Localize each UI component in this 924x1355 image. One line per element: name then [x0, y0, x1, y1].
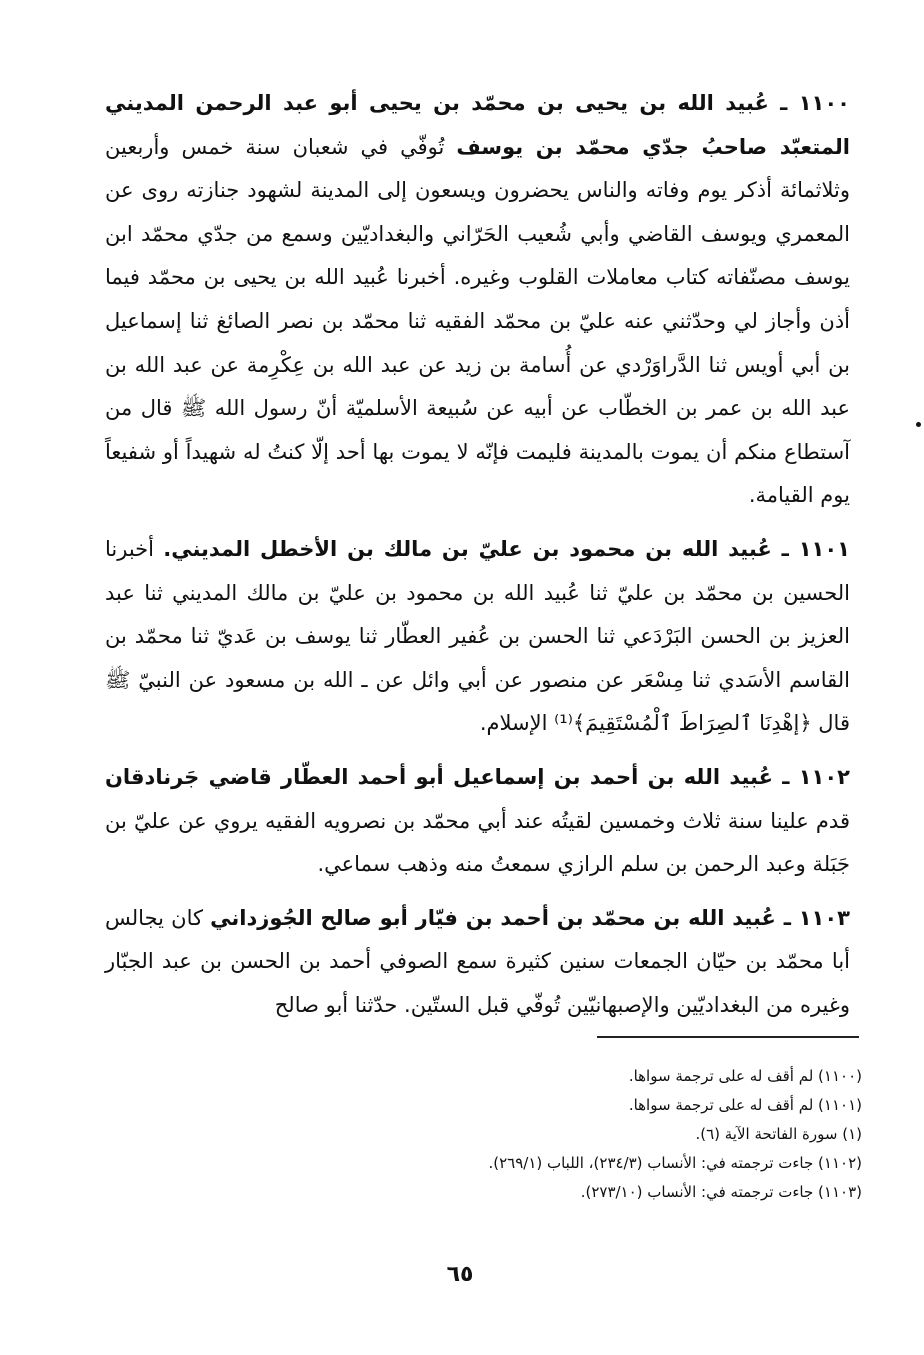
entry-text: قدم علينا سنة ثلاث وخمسين لقيتُه عند أبي محمّد بن نصرويه الفقيه يروي عن عليّ بن جَبَلة وعبد الرحمن بن سلم الرازي سمعتُ منه وذهب سماعي. [105, 808, 850, 877]
footnote: (١١٠٠) لم أقف له على ترجمة سواها. [628, 1067, 862, 1085]
footnotes [300, 1062, 862, 1207]
entry-text: تُوفّي في شعبان سنة خمس وأربعين وثلاثمائة أذكر يوم وفاته والناس يحضرون ويسعون إلى المدينة لشهود جنازته روى عن المعمري ويوسف القاضي وأبي شُعيب الحَرّاني والبغداديّين وسمع من جدّي محمّد ابن يوسف مصنّفاته كتاب معاملات القلوب وغيره. أخبرنا عُبيد الله بن يحيى بن محمّد فيما أذن وأجاز لي وحدّثني عنه عليّ بن محمّد الفقيه ثنا محمّد بن نصر الصائغ ثنا إسماعيل بن أبي أويس ثنا الدَّراوَرْدي عن أُسامة بن زيد عن عبد الله بن عِكْرِمة عن عبد الله بن عبد الله بن عمر بن الخطّاب عن أبيه عن سُبيعة الأسلميّة أنّ رسول الله ﷺ قال من آستطاع منكم أن يموت بالمدينة فليمت فإنّه لا يموت بها أحد إلّا كنتُ له شهيداً أو شفيعاً يوم القيامة. [105, 134, 850, 508]
biography-entry-1102 [105, 756, 850, 887]
scan-dot-mark [916, 422, 921, 427]
footnote-separator [597, 1036, 859, 1038]
biography-entry-1101 [105, 528, 850, 746]
footnote: (١١٠٣) جاءت ترجمته في: الأنساب (٢٧٣/١٠). [580, 1183, 862, 1201]
footnote: (١١٠٢) جاءت ترجمته في: الأنساب (٢٣٤/٣)، اللباب (٢٦٩/١). [488, 1154, 862, 1172]
biography-entry-1100 [105, 82, 850, 518]
page-number: ٦٥ [446, 1262, 474, 1287]
entry-text: كان يجالس أبا محمّد بن حيّان الجمعات سنين كثيرة سمع الصوفي أحمد بن الحسن بن عبد الجبّار وغيره من البغداديّين والإصبهانيّين تُوفّي قبل الستّين. حدّثنا أبو صالح [105, 905, 850, 1017]
entry-heading: ١١٠٠ ـ عُبيد الله بن يحيى بن محمّد بن يحيى أبو عبد الرحمن المديني المتعبّد صاحبُ جدّي محمّد بن يوسف [105, 91, 850, 159]
entry-heading: ١١٠٢ ـ عُبيد الله بن أحمد بن إسماعيل أبو أحمد العطّار قاضي جَرنادقان [105, 764, 850, 789]
main-text [105, 82, 850, 1037]
entry-text: أخبرنا الحسين بن محمّد بن عليّ ثنا عُبيد الله بن محمود بن عليّ بن مالك المديني ثنا عبد العزيز بن الحسن البَرْدَعي ثنا الحسن بن عُفير العطّار ثنا يوسف بن عَديّ ثنا محمّد بن القاسم الأسَدي ثنا مِسْعَر عن منصور عن أبي وائل عن ـ الله بن مسعود عن النبيّ ﷺ قال ﴿إهْدِنَا ٱلصِرَاطَ ٱلْمُسْتَقِيمَ﴾⁽¹⁾ الإسلام. [105, 536, 850, 736]
biography-entry-1103 [105, 897, 850, 1028]
footnote: (١) سورة الفاتحة الآية (٦). [695, 1125, 862, 1143]
entry-heading: ١١٠٣ ـ عُبيد الله بن محمّد بن أحمد بن فيّار أبو صالح الجُوزداني [210, 905, 851, 930]
entry-heading: ١١٠١ ـ عُبيد الله بن محمود بن عليّ بن مالك بن الأخطل المديني. [163, 536, 850, 561]
footnote: (١١٠١) لم أقف له على ترجمة سواها. [628, 1096, 862, 1114]
